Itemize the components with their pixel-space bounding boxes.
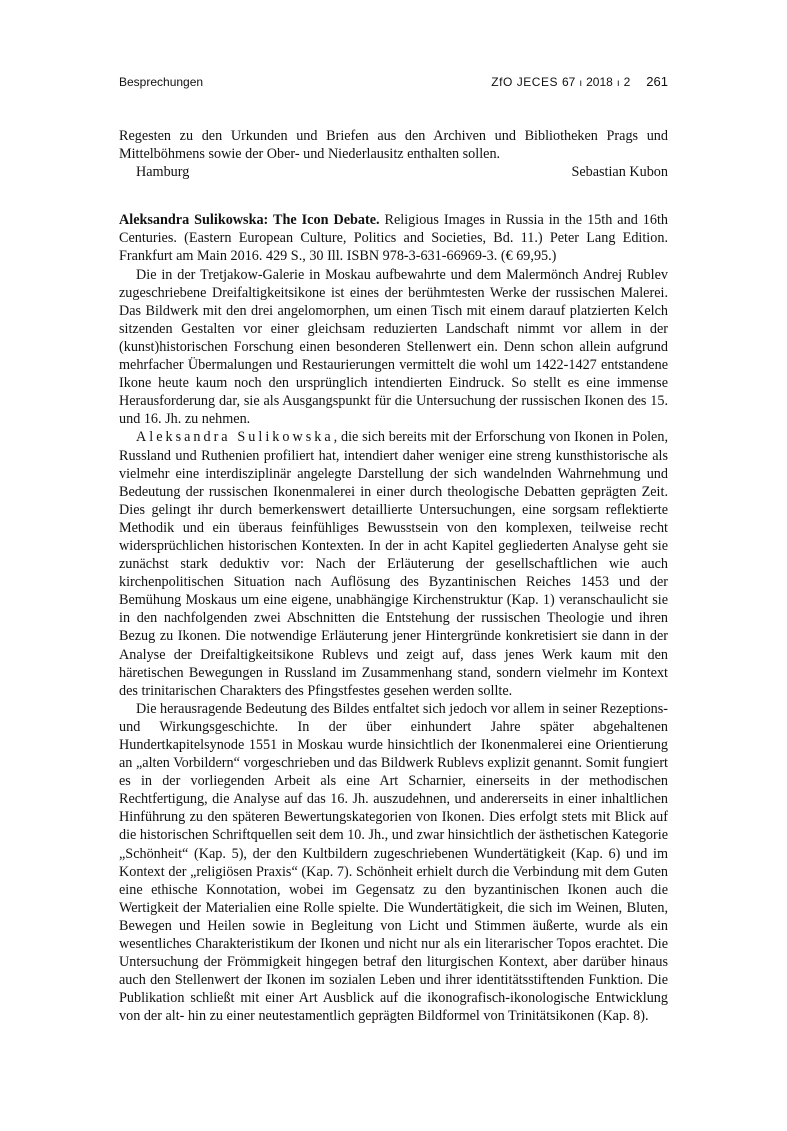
paragraph: Die herausragende Bedeutung des Bildes entfaltet sich jedoch vor allem in seiner Rezeptions- und Wirkungsgeschichte. In der über einhundert Jahre später abgehaltenen Hundertkapitelsynode 1551 in Moskau wurde hinsichtlich der Ikonenmalerei eine Orientierung an „alten Vorbildern“ vorgeschrieben und das Bildwerk Rublevs explizit genannt. Somit fungiert es in der vorliegenden Arbeit als eine Art Scharnier, einerseits in der methodischen Rechtfertigung, die Analyse auf das 16. Jh. auszudehnen, und andererseits in einer inhaltlichen Hinführung zu den späteren Bewertungskategorien von Ikonen. Dies erfolgt stets mit Blick auf die historischen Schriftquellen seit dem 10. Jh., und zwar hinsichtlich der ästhetischen Kategorie „Schönheit“ (Kap. 5), der den Kultbildern zugeschriebenen Wundertätigkeit (Kap. 6) und im Kontext der „religiösen Praxis“ (Kap. 7). Schönheit erhielt durch die Verbindung mit dem Guten eine ethische Konnotation, wobei im Gegensatz zu den byzantinischen Ikonen auch die Wertigkeit der Materialien eine Rolle spielte. Die Wundertätigkeit, die sich im Weinen, Bluten, Bewegen und Heilen sowie in Begleitung von Licht und Stimmen äußerte, wurde als ein wesentliches Charakteristikum der Ikonen und nicht nur als ein literarischer Topos erachtet. Die Untersuchung der Frömmigkeit hingegen betraf den liturgischen Kontext, aber darüber hinaus auch den Stellenwert der Ikonen im sozialen Leben und ihrer identitätsstiftenden Funktion. Die Publikation schließt mit einer Art Ausblick auf die ikonografisch-ikonologische Entwicklung von der alt- hin zu einer neutestamentlich geprägten Bildformel von Trinitätsikonen (Kap. 8). [119, 700, 668, 1025]
issue: 2 [623, 75, 631, 89]
separator: ı [579, 78, 583, 89]
article-body [119, 127, 668, 1026]
volume: 67 [561, 75, 576, 89]
journal-abbrev: ZfO [491, 75, 513, 89]
reviewer-place: Hamburg [136, 164, 190, 181]
running-head [119, 74, 668, 92]
paragraph-text: , die sich bereits mit der Erforschung von Ikonen in Polen, Russland und Ruthenien profiliert hat, intendiert daher weniger eine streng kunsthistorische als vielmehr eine interdisziplinär angelegte Darstellung der sich wandelnden Wahrnehmung und Bedeutung der russischen Ikonenmalerei in einer durch theologische Debatten geprägten Zeit. Dies gelingt ihr durch bemerkenswert detaillierte Untersuchungen, eine sorgsam reflektierte Methodik und ein überaus feinfühliges Bewusstsein von den komplexen, teilweise recht widersprüchlichen historischen Kontexten. In der in acht Kapitel gegliederten Analyse geht sie zunächst stark deduktiv vor: Nach der Erläuterung der gesellschaftlichen wie auch kirchenpolitischen Situation nach Auflösung des Byzantinischen Reiches 1453 und der Bemühung Moskaus um eine eigene, unabhängige Kirchenstruktur (Kap. 1) veranschaulicht sie in den nachfolgenden zwei Abschnitten die Entstehung der russischen Theologie und ihren Bezug zu Ikonen. Die notwendige Erläuterung jener Hintergründe konkretisiert sie dann in der Analyse der Dreifaltigkeitsikone Rublevs und zeigt auf, dass jenes Werk kaum mit den häretischen Bewegungen in Russland im Zusammenhang stand, sondern vielmehr im Kontext des trinitarischen Charakters des Pfingstfestes gesehen werden sollte. [119, 429, 668, 699]
section-title: Besprechungen [119, 75, 204, 89]
book-details: Religious Images in Russia in the 15th and 16th Centuries. (Eastern European Culture, Politics and Societies, Bd. 11.) Peter Lang Edition. Frankfurt am Main 2016. 429 S., 30 Ill. ISBN 978-3-631-66969-3. (€ 69,95.) [119, 212, 669, 265]
previous-review-end: Regesten zu den Urkunden und Briefen aus den Archiven und Bibliotheken Prags und Mittelböhmens sowie der Ober- und Niederlausitz enthalten sollen. [119, 128, 668, 163]
reviewer-signature [119, 163, 668, 181]
journal-info [491, 74, 668, 89]
bibliographic-entry [119, 211, 668, 265]
year: 2018 [586, 75, 613, 89]
paragraph [119, 428, 668, 699]
separator: ı [616, 78, 620, 89]
author-name-spaced: Aleksandra Sulikowska [136, 429, 334, 446]
book-author-title: Aleksandra Sulikowska: The Icon Debate. [119, 212, 380, 229]
reviewer-name: Sebastian Kubon [571, 164, 668, 181]
page-number: 261 [646, 74, 668, 89]
journal-subtitle: JECES [516, 75, 558, 89]
paragraph: Die in der Tretjakow-Galerie in Moskau aufbewahrte und dem Malermönch Andrej Rublev zugeschriebene Dreifaltigkeitsikone ist eines der berühmtesten Werke der russischen Malerei. Das Bildwerk mit den drei angelomorphen, um einen Tisch mit einem darauf platzierten Kelch sitzenden Gestalten vor einer gleichsam reduzierten Landschaft nimmt vor allem in der (kunst)historischen Forschung einen besonderen Stellenwert ein. Denn schon allein aufgrund mehrfacher Übermalungen und Restaurierungen vermittelt die wohl um 1422-1427 entstandene Ikone heute kaum noch den ursprünglich intendierten Eindruck. So stellt es eine immense Herausforderung dar, sie als Ausgangspunkt für die Untersuchung der russischen Ikonen des 15. und 16. Jh. zu nehmen. [119, 266, 668, 428]
